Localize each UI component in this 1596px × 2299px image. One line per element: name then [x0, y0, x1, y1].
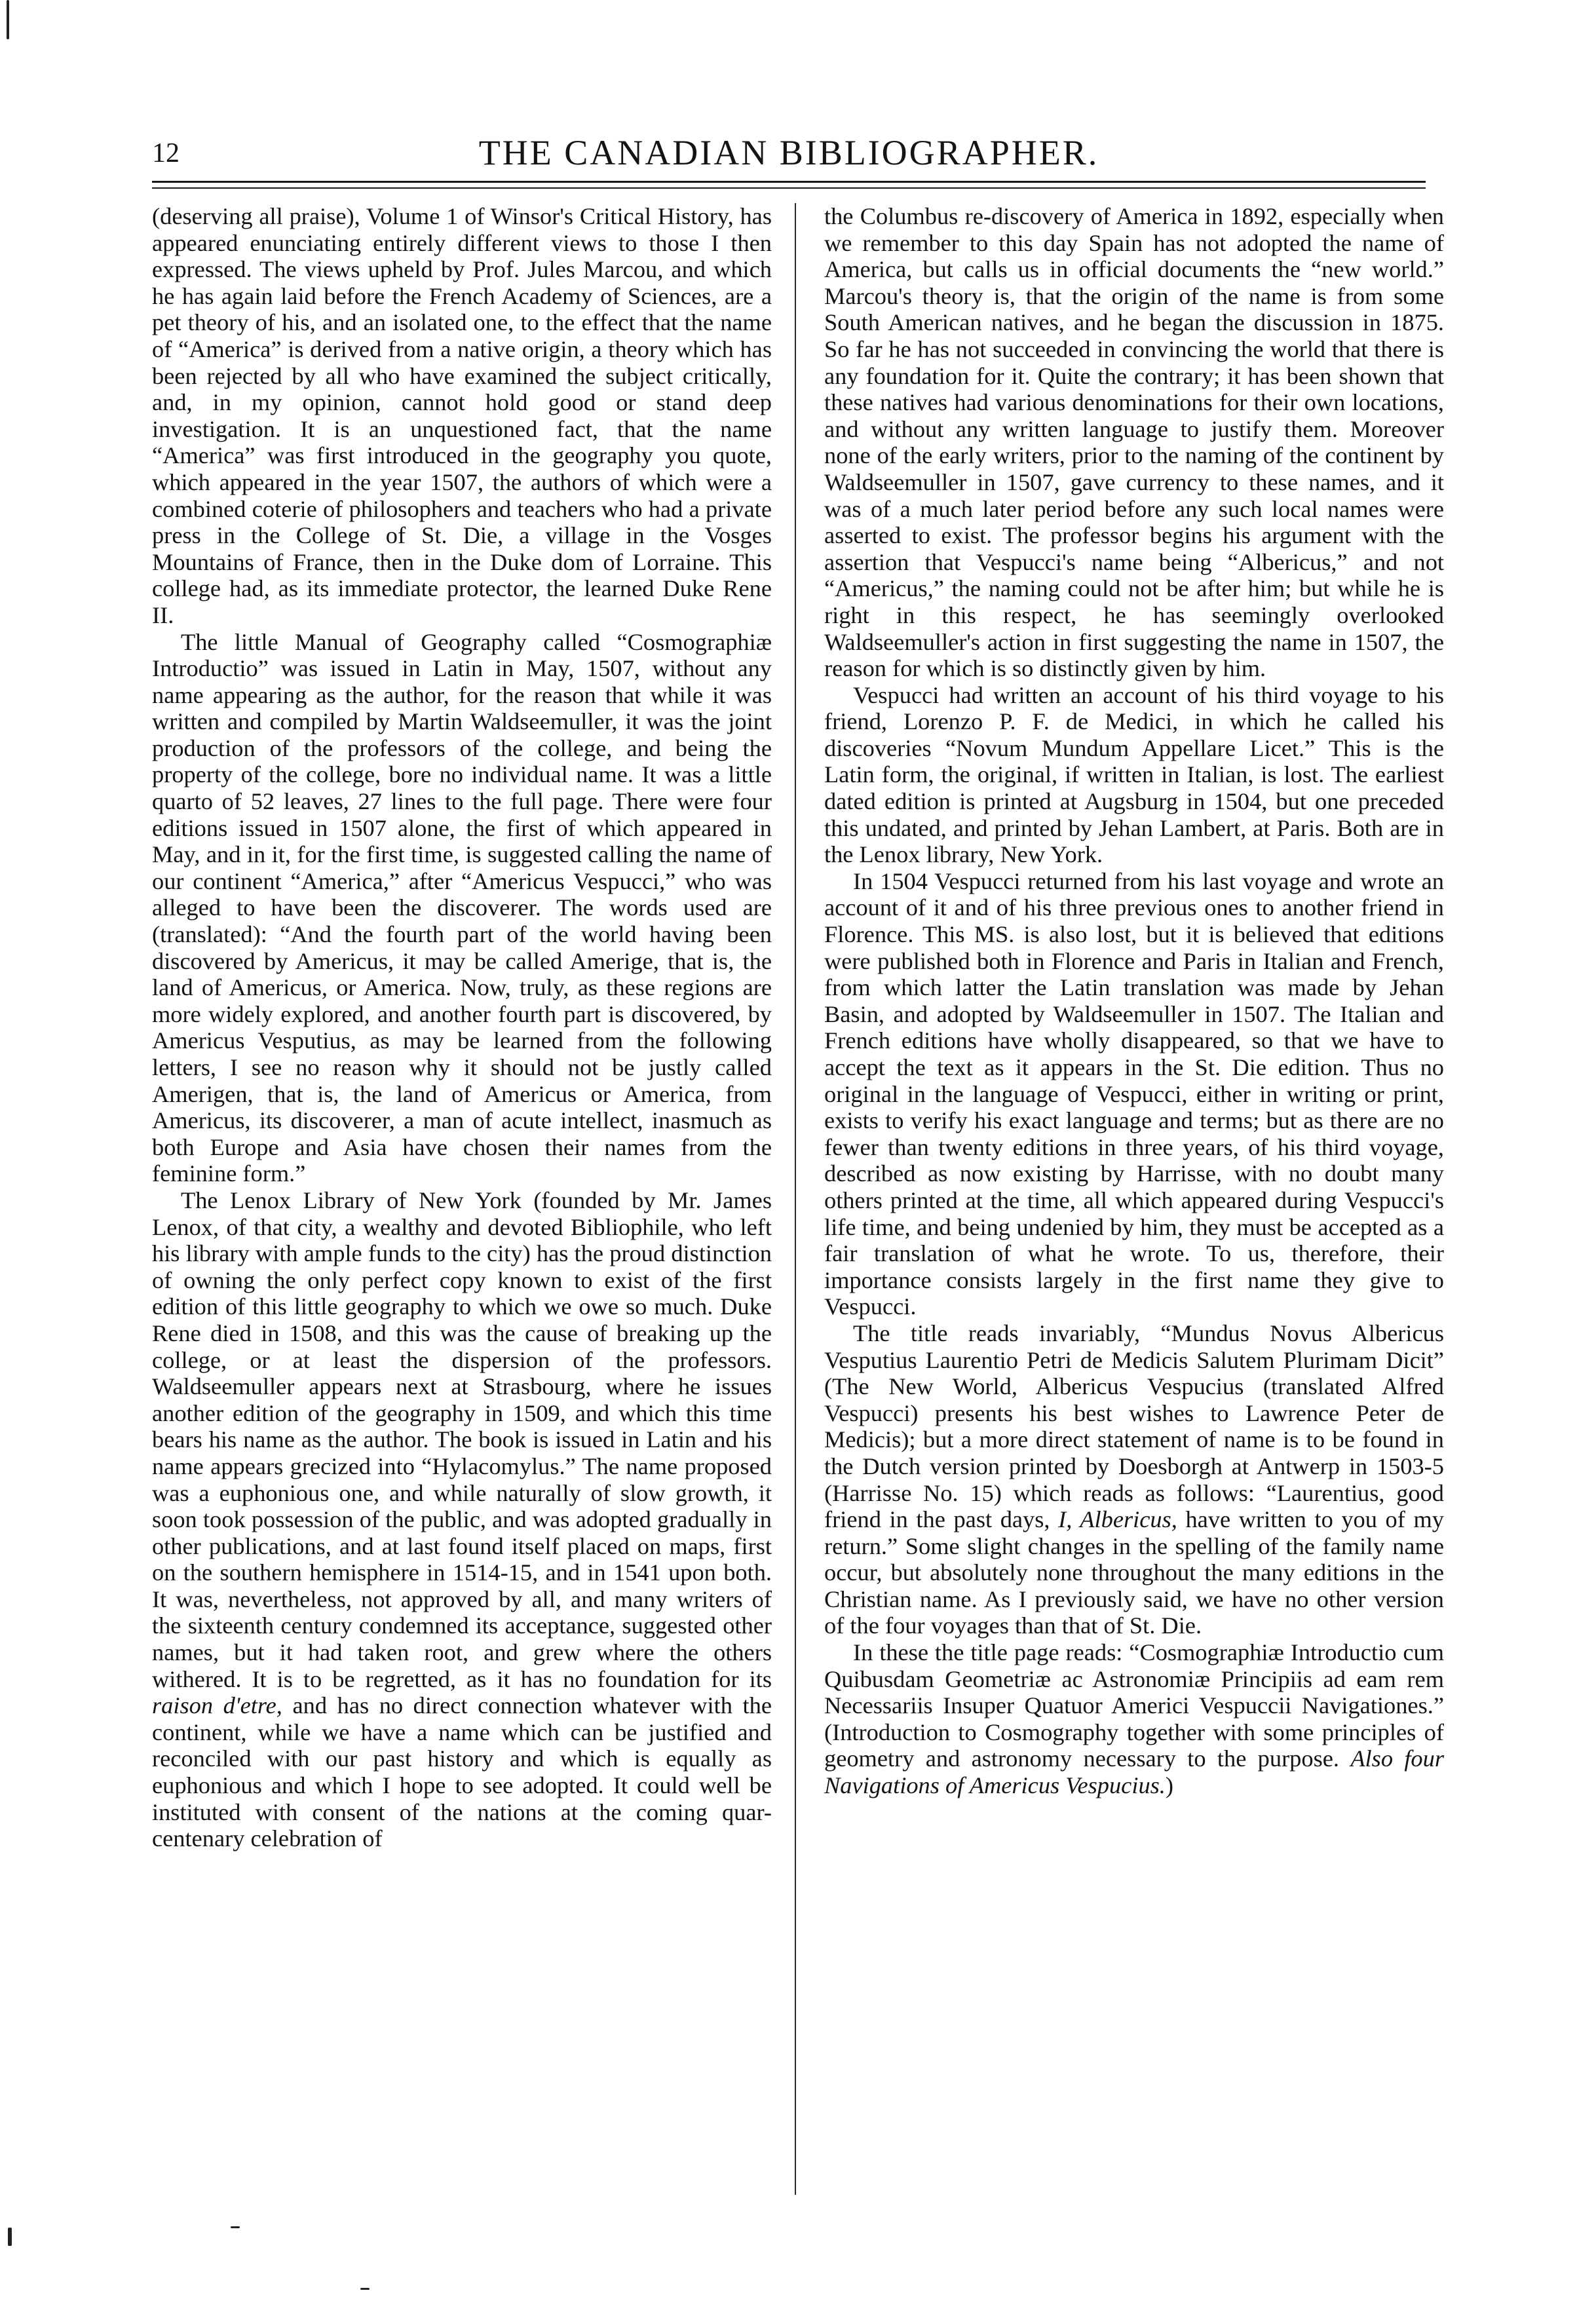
left-paragraph-3-text: The Lenox Library of New York (founded by Mr. James Lenox, of that city, a wealthy and devoted Bibliophile, who left his library with ample funds to the city) has the proud distinction of owning the only perfect copy known to exist of the first edition of this little geography to which we owe so much. Duke Rene died in 1508, and this was the cause of breaking up the college, or at least the dispersion of the professors. Waldseemuller appears next at Strasbourg, where he issues another edition of the geography in 1509, and which this time bears his name as the author. The book is issued in Latin and his name appears grecized into “Hylacomylus.” The name proposed was a euphonious one, and while naturally of slow growth, it soon took possession of the public, and was adopted gradually in other publications, and at last found itself placed on maps, first on the southern hemisphere in 1514-15, and in 1541 upon both. It was, nevertheless, not approved by all, and many writers of the sixteenth century condemned its acceptance, suggested other names, but it had taken root, and grew where the others withered. It is to be regretted, as it has no foundation for its — [152, 1187, 772, 1692]
left-paragraph-2: The little Manual of Geography called “Cosmographiæ Introductio” was issued in Latin in May, 1507, without any name appearing as the author, for the reason that while it was written and compiled by Martin Waldseemuller, it was the joint production of the professors of the college, and being the property of the college, bore no individual name. It was a little quarto of 52 leaves, 27 lines to the full page. There were four editions issued in 1507 alone, the first of which appeared in May, and in it, for the first time, is suggested calling the name of our continent “America,” after “Americus Vespucci,” who was alleged to have been the discoverer. The words used are (translated): “And the fourth part of the world having been discovered by Americus, it may be called Amerige, that is, the land of Americus, or America. Now, truly, as these regions are more widely explored, and another fourth part is discovered, by Americus Vesputius, as may be learned from the following letters, I see no reason why it should not be justly called Amerigen, that is, the land of Americus or America, from Americus, its discoverer, a man of acute intellect, inasmuch as both Europe and Asia have chosen their names from the feminine form.” — [152, 628, 772, 1187]
scan-speck — [360, 2288, 370, 2290]
right-paragraph-1: the Columbus re-discovery of America in 1892, especially when we remember to this day Spain has not adopted the name of America, but calls us in official documents the “new world.” Marcou's theory is, that the origin of the name is from some South American natives, and he began the discussion in 1875. So far he has not succeeded in convincing the world that there is any foundation for it. Quite the contrary; it has been shown that these natives had various denominations for their own locations, and without any written language to justify them. Moreover none of the early writers, prior to the naming of the continent by Waldseemuller in 1507, gave currency to these names, and it was of a much later period before any such local names were asserted to exist. The professor begins his argument with the assertion that Vespucci's name being “Albericus,” and not “Americus,” the naming could not be after him; but while he is right in this respect, he has seemingly overlooked Waldseemuller's action in first suggesting the name in 1507, the reason for which is so distinctly given by him. — [824, 203, 1444, 682]
right-paragraph-4-text: The title reads invariably, “Mundus Novus Albericus Vesputius Laurentio Petri de Medicis Salutem Plurimam Dicit” (The New World, Albericus Vespucius (translated Alfred Vespucci) presents his best wishes to Lawrence Peter de Medicis); but a more direct statement of name is to be found in the Dutch version printed by Doesborgh at Antwerp in 1503-5 (Harrisse No. 15) which reads as follows: “Laurentius, good friend in the past days, — [824, 1320, 1444, 1533]
right-paragraph-5: In these the title page reads: “Cosmographiæ Introductio cum Quibusdam Geometriæ ac Astronomiæ Principiis ad eam rem Necessariis Insuper Quatuor Americi Vespuccii Navigationes.” (Introduction to Cosmography together with some principles of geometry and astronomy necessary to the purpose. Also four Navigations of Americus Vespucius.) — [824, 1639, 1444, 1799]
right-paragraph-2: Vespucci had written an account of his third voyage to his friend, Lorenzo P. F. de Medici, in which he called his discoveries “Novum Mundum Appellare Licet.” This is the Latin form, the original, if written in Italian, is lost. The earliest dated edition is printed at Augsburg in 1504, but one preceded this undated, and printed by Jehan Lambert, at Paris. Both are in the Lenox library, New York. — [824, 681, 1444, 868]
running-title: THE CANADIAN BIBLIOGRAPHER. — [478, 133, 1099, 172]
right-paragraph-4-italic: I, Albericus, — [1058, 1506, 1177, 1533]
scan-speck — [8, 2228, 12, 2246]
right-paragraph-5-text: In these the title page reads: “Cosmographiæ Introductio cum Quibusdam Geometriæ ac Astronomiæ Principiis ad eam rem Necessariis Insuper Quatuor Americi Vespuccii Navigationes.” (Introduction to Cosmography together with some principles of geometry and astronomy necessary to the purpose. — [824, 1639, 1444, 1772]
left-paragraph-3-italic: raison d'etre, — [152, 1692, 282, 1719]
column-divider — [795, 203, 796, 2195]
header-rule-top — [152, 181, 1426, 183]
scan-speck — [231, 2226, 240, 2228]
right-paragraph-5-italic: Also four Navigations of Americus Vespucius. — [824, 1745, 1444, 1799]
left-paragraph-3 — [152, 1187, 772, 1852]
left-paragraph-1: (deserving all praise), Volume 1 of Winsor's Critical History, has appeared enunciating entirely different views to those I then expressed. The views upheld by Prof. Jules Marcou, and which he has again laid before the French Academy of Sciences, are a pet theory of his, and an isolated one, to the effect that the name of “America” is derived from a native origin, a theory which has been rejected by all who have examined the subject critically, and, in my opinion, cannot hold good or stand deep investigation. It is an unquestioned fact, that the name “America” was first introduced in the geography you quote, which appeared in the year 1507, the authors of which were a combined coterie of philosophers and teachers who had a private press in the College of St. Die, a village in the Vosges Mountains of France, then in the Duke dom of Lorraine. This college had, as its immediate protector, the learned Duke Rene II. — [152, 203, 772, 628]
left-column — [152, 203, 772, 1852]
right-paragraph-4 — [824, 1320, 1444, 1639]
right-paragraph-3: In 1504 Vespucci returned from his last voyage and wrote an account of it and of his three previous ones to another friend in Florence. This MS. is also lost, but it is believed that editions were published both in Florence and Paris in Italian and French, from which latter the Latin translation was made by Jehan Basin, and adopted by Waldseemuller in 1507. The Italian and French editions have wholly disappeared, so that we have to accept the text as it appears in the St. Die edition. Thus no original in the language of Vespucci, either in writing or print, exists to verify his exact language and terms; but as there are no fewer than twenty editions in three years, of his third voyage, described as now existing by Harrisse, with no doubt many others printed at the time, all which appeared during Vespucci's life time, and being undenied by him, they must be accepted as a fair translation of what he wrote. To us, therefore, their importance consists largely in the first name they give to Vespucci. — [824, 867, 1444, 1320]
running-header — [152, 122, 1426, 173]
right-paragraph-4-end: have written to you of my return.” Some slight changes in the spelling of the family name occur, but absolutely none throughout the many editions in the Christian name. As I previously said, we have no other version of the four voyages than that of St. Die. — [824, 1506, 1444, 1639]
header-rule-bottom — [152, 187, 1426, 189]
left-paragraph-3-end: and has no direct connection whatever with the continent, while we have a name which can be justified and reconciled with our past history and which is equally as euphonious and which I hope to see adopted. It could well be instituted with consent of the nations at the coming quar-centenary celebration of — [152, 1692, 772, 1852]
right-column — [824, 203, 1444, 1799]
scan-speck — [7, 0, 9, 39]
page-number: 12 — [152, 138, 180, 168]
